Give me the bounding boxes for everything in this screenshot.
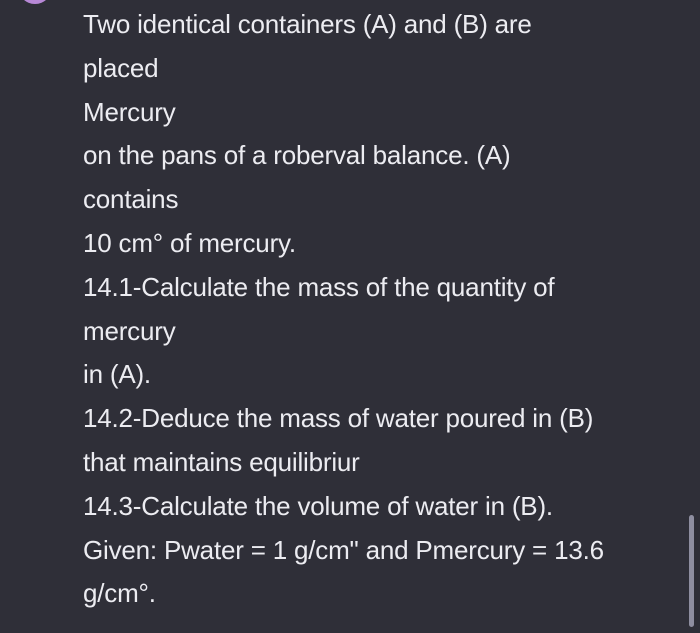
message-line: that maintains equilibriur: [83, 446, 360, 477]
message-line: placed: [83, 52, 159, 83]
message-line: on the pans of a roberval balance. (A): [83, 140, 511, 171]
message-line: contains: [83, 184, 179, 215]
message-line: 14.3-Calculate the volume of water in (B).: [83, 490, 553, 521]
message-line: Two identical containers (A) and (B) are: [83, 9, 532, 39]
scrollbar-thumb[interactable]: [689, 515, 694, 627]
message-line: Mercury: [83, 96, 176, 127]
message-line: in (A).: [83, 359, 151, 390]
message-line: Given: Pwater = 1 g/cm" and Pmercury = 13.6: [83, 534, 604, 565]
message-line: 10 cm° of mercury.: [83, 227, 296, 258]
message-body: [83, 3, 673, 616]
message-line: 14.1-Calculate the mass of the quantity of: [83, 271, 555, 302]
message-line: g/cm°.: [83, 578, 156, 609]
user-avatar: [18, 0, 52, 4]
message-line: mercury: [83, 315, 176, 346]
message-line: 14.2-Deduce the mass of water poured in (B): [83, 403, 594, 434]
